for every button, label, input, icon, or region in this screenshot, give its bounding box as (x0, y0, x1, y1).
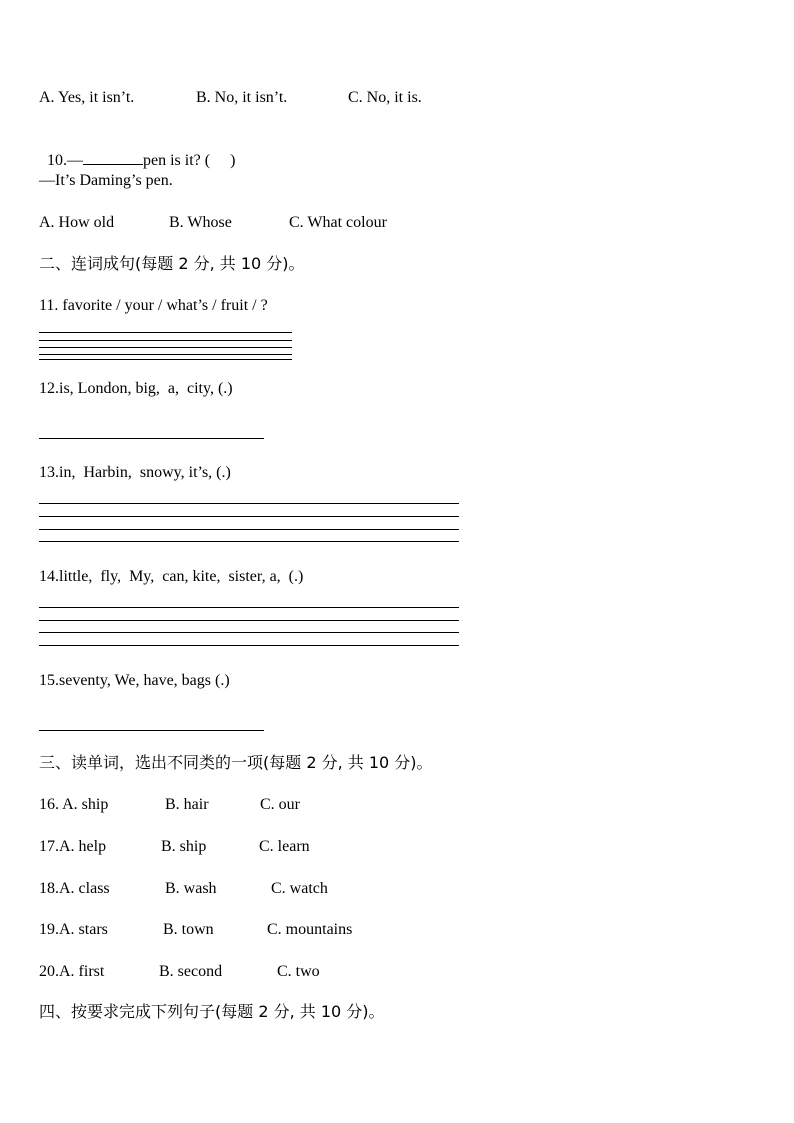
q13-prompt: 13.in, Harbin, snowy, it’s, (.) (39, 464, 231, 481)
answer-line (39, 503, 459, 504)
q17-option-b: B. ship (161, 838, 207, 855)
answer-line (39, 541, 459, 542)
q20-option-c: C. two (277, 963, 320, 980)
q18-option-c: C. watch (271, 880, 328, 897)
answer-line (39, 438, 264, 439)
answer-line (39, 645, 459, 646)
answer-line (39, 620, 459, 621)
q12-prompt: 12.is, London, big, a, city, (.) (39, 380, 233, 397)
q17-option-c: C. learn (259, 838, 310, 855)
answer-line (39, 359, 292, 360)
q10-option-c: C. What colour (289, 214, 387, 231)
section-3-heading: 三、读单词，选出不同类的一项(每题 2 分, 共 10 分)。 (39, 753, 433, 772)
q10-option-b: B. Whose (169, 214, 232, 231)
section-4-heading: 四、按要求完成下列句子(每题 2 分, 共 10 分)。 (39, 1002, 385, 1021)
q18-option-a: 18.A. class (39, 880, 110, 897)
q14-prompt: 14.little, fly, My, can, kite, sister, a, (.) (39, 568, 304, 585)
q10-answer-blank (83, 150, 143, 165)
q10-answer-line: —It’s Daming’s pen. (39, 172, 173, 189)
q16-option-b: B. hair (165, 796, 209, 813)
q10-prefix: 10.— (47, 152, 83, 169)
answer-line (39, 516, 459, 517)
answer-line (39, 607, 459, 608)
answer-line (39, 347, 292, 348)
q16-option-c: C. our (260, 796, 300, 813)
q19-option-a: 19.A. stars (39, 921, 108, 938)
answer-line (39, 332, 292, 333)
q20-option-a: 20.A. first (39, 963, 105, 980)
answer-line (39, 730, 264, 731)
answer-line (39, 529, 459, 530)
q17-option-a: 17.A. help (39, 838, 107, 855)
q11-prompt: 11. favorite / your / what’s / fruit / ? (39, 297, 268, 314)
q18-option-b: B. wash (165, 880, 217, 897)
answer-line (39, 340, 292, 341)
q9-option-b: B. No, it isn’t. (196, 89, 288, 106)
q10-option-a: A. How old (39, 214, 115, 231)
q20-option-b: B. second (159, 963, 223, 980)
q19-option-b: B. town (163, 921, 214, 938)
answer-line (39, 632, 459, 633)
q9-option-c: C. No, it is. (348, 89, 422, 106)
q10-suffix: pen is it? ( ) (143, 152, 236, 169)
answer-line (39, 354, 292, 355)
q9-option-a: A. Yes, it isn’t. (39, 89, 135, 106)
section-2-heading: 二、连词成句(每题 2 分, 共 10 分)。 (39, 254, 305, 273)
q10-question (39, 130, 235, 171)
q16-option-a: 16. A. ship (39, 796, 109, 813)
q15-prompt: 15.seventy, We, have, bags (.) (39, 672, 230, 689)
q19-option-c: C. mountains (267, 921, 353, 938)
